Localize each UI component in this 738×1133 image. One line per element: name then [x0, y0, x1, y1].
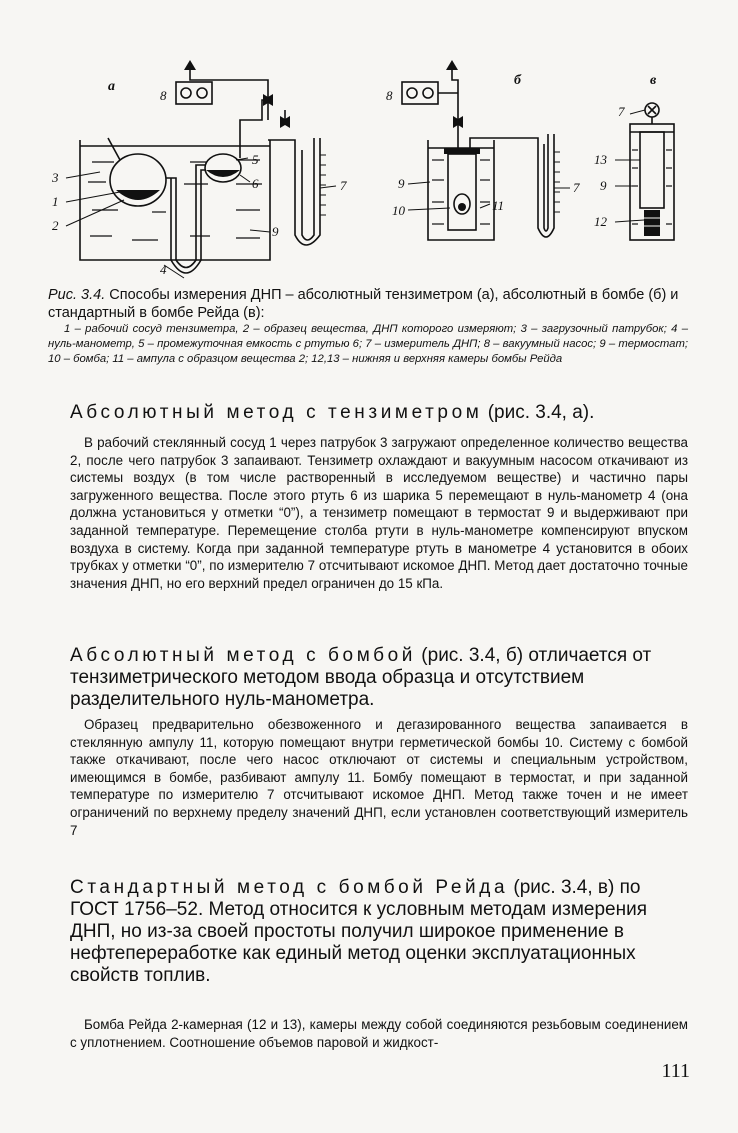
- section-heading-tensimeter: [70, 402, 690, 424]
- label-b-8: 8: [386, 88, 393, 103]
- heading-spaced: Стандартный метод с бомбой Рейда: [70, 877, 509, 898]
- label-v-12: 12: [594, 214, 607, 229]
- label-b-7: 7: [573, 180, 580, 195]
- label-b-9: 9: [398, 176, 405, 191]
- figure-caption: [48, 286, 688, 322]
- paragraph-tensimeter: В рабочий стеклянный сосуд 1 через патрубок 3 загружают определенное количество вещества 2, после чего патрубок 3 запаивают. Тензиметр охлаждают и вакуумным насосом откачивают из системы воздух (в том числе растворенный в исследуемом веществе) и частично пары загруженного вещества. После этого ртуть 6 из шарика 5 перемещают в нуль-манометр 4 (она должна установиться у отметки “0”), а тензиметр помещают в термостат 9 и выдерживают при заданной температуре. Перемещение столба ртути в нуль-манометре компенсируют впуском воздуха в систему. Когда при заданной температуре ртуть в манометре 4 установится в обоих трубках у отметки “0”, по измерителю 7 отсчитывают искомое ДНП. Метод дает достаточно точные значения ДНП, но его верхний предел ограничен до 15 кПа.: [70, 435, 688, 591]
- panel-a-diagram: [66, 60, 336, 278]
- caption-lead: Рис. 3.4.: [48, 287, 106, 303]
- label-a-1: 1: [52, 194, 59, 209]
- section-heading-reid: [70, 877, 690, 987]
- heading-spaced: Абсолютный метод с бомбой: [70, 645, 417, 666]
- label-a-8: 8: [160, 88, 167, 103]
- label-v-9: 9: [600, 178, 607, 193]
- panel-label-v: в: [650, 73, 657, 88]
- label-a-2: 2: [52, 218, 59, 233]
- panel-label-a: а: [108, 79, 115, 94]
- heading-rest: (рис. 3.4, б) отличается от тензиметрического методом ввода образца и отсутствием разделительного нуль-манометра.: [70, 645, 652, 710]
- label-a-5: 5: [252, 152, 259, 167]
- heading-rest: (рис. 3.4, в) по ГОСТ 1756–52. Метод относится к условным методам измерения ДНП, но из-за своей простоты получил широкое применение в нефтепереработке как единый метод оценки эксплуатационных свойств топлив.: [70, 877, 648, 986]
- label-v-13: 13: [594, 152, 607, 167]
- label-a-7: 7: [340, 178, 347, 193]
- label-a-6: 6: [252, 176, 259, 191]
- section-heading-bomb: [70, 645, 690, 711]
- label-v-7: 7: [618, 104, 625, 119]
- paragraph-reid: Бомба Рейда 2-камерная (12 и 13), камеры между собой соединяются резьбовым соединением с уплотнением. Соотношение объемов паровой и жидкост-: [70, 1017, 688, 1050]
- label-b-11: 11: [492, 198, 505, 213]
- label-b-10: 10: [392, 203, 405, 218]
- panel-label-b: б: [514, 73, 521, 88]
- caption-title: Способы измерения ДНП – абсолютный тензиметром (а), абсолютный в бомбе (б) и стандартный в бомбе Рейда (в):: [48, 287, 679, 321]
- page-number: 111: [661, 1060, 690, 1082]
- label-a-4: 4: [160, 262, 167, 277]
- panel-v-diagram: [615, 103, 674, 240]
- heading-spaced: Абсолютный метод с тензиметром: [70, 402, 483, 423]
- paragraph-bomb: Образец предварительно обезвоженного и дегазированного вещества запаивается в стеклянную ампулу 11, которую помещают внутри герметической бомбы 10. Систему с бомбой также откачивают, после чего насос отключают от системы и специальным устройством, имеющимся в бомбе, разбивают ампулу 11. Бомбу помещают в термостат, и при заданной температуре по измерителю 7 отсчитывают искомое ДНП. Метод также точен и не имеет ограничений по верхнему пределу значений ДНП, если установлен соответствующий измеритель 7: [70, 717, 688, 838]
- figure-3-4: [40, 60, 700, 280]
- panel-b-diagram: [402, 60, 570, 240]
- figure-legend: 1 – рабочий сосуд тензиметра, 2 – образец вещества, ДНП которого измеряют; 3 – загрузочный патрубок; 4 – нуль-манометр, 5 – промежуточная емкость с ртутью 6; 7 – измеритель ДНП; 8 – вакуумный насос; 9 – термостат; 10 – бомба; 11 – ампула с образцом вещества 2; 12,13 – нижняя и верхняя камеры бомбы Рейда: [48, 323, 688, 365]
- heading-rest: (рис. 3.4, а).: [482, 402, 595, 423]
- label-a-9: 9: [272, 224, 279, 239]
- label-a-3: 3: [52, 170, 59, 185]
